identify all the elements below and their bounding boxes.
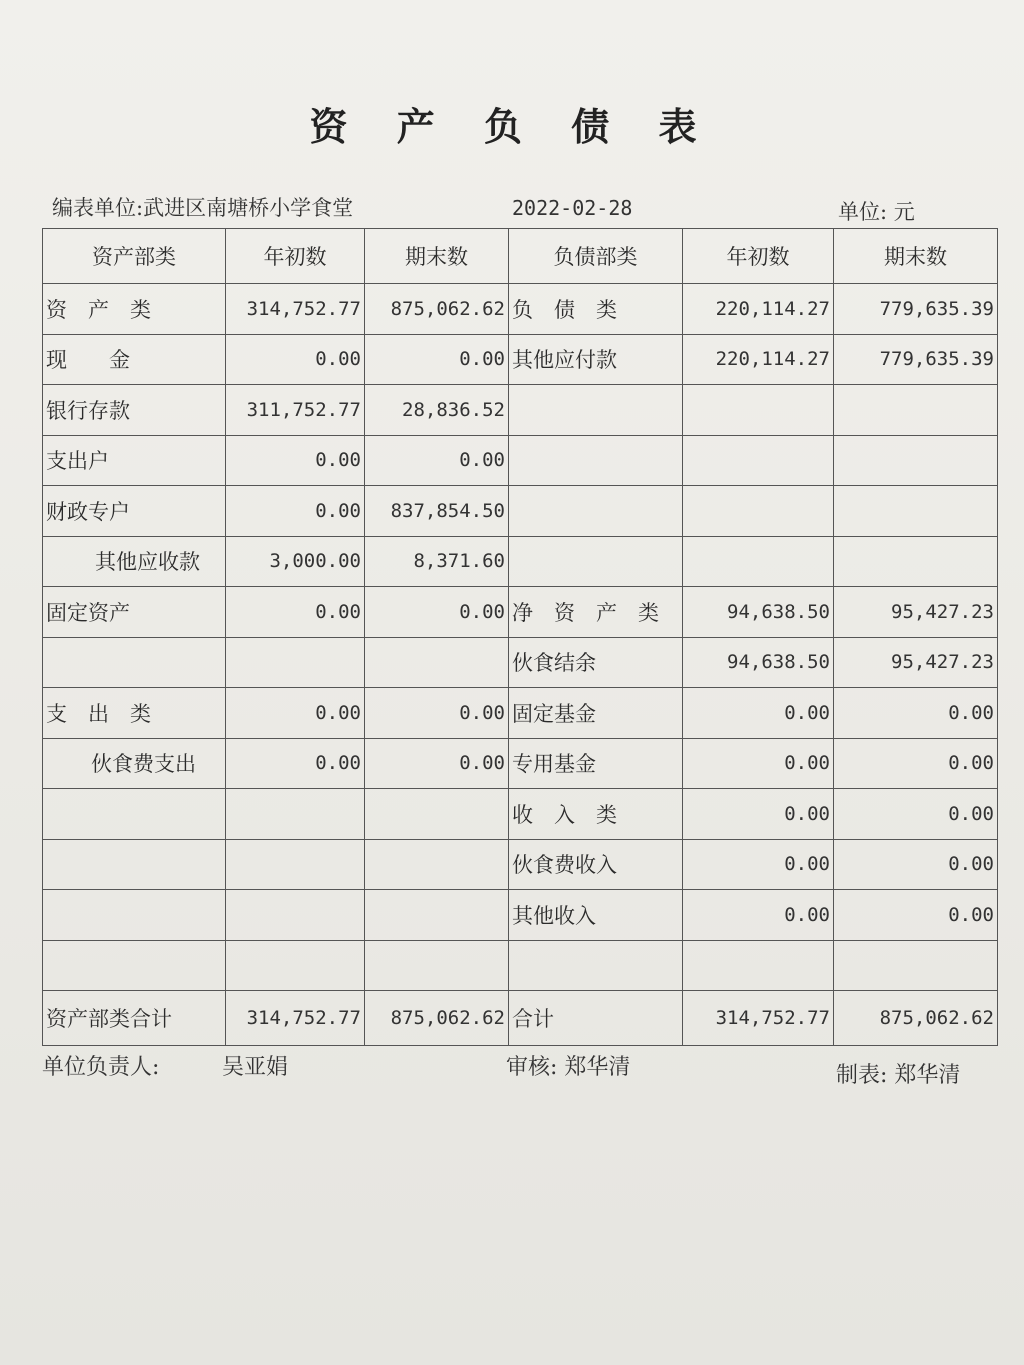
asset-opening: 0.00 <box>226 738 365 789</box>
asset-closing <box>365 637 509 688</box>
asset-total-label: 资产部类合计 <box>43 991 226 1046</box>
asset-closing: 0.00 <box>365 435 509 486</box>
asset-opening: 0.00 <box>226 334 365 385</box>
liability-category: 伙食费收入 <box>509 839 683 890</box>
liability-category: 其他应付款 <box>509 334 683 385</box>
asset-opening: 0.00 <box>226 486 365 537</box>
asset-closing <box>365 890 509 941</box>
table-row <box>43 435 998 486</box>
preparing-unit: 编表单位:武进区南塘桥小学食堂 <box>52 196 354 220</box>
asset-category: 银行存款 <box>43 385 226 436</box>
asset-opening <box>226 890 365 941</box>
asset-closing: 875,062.62 <box>365 284 509 335</box>
liability-opening: 220,114.27 <box>683 334 834 385</box>
liability-closing: 0.00 <box>834 789 998 840</box>
liability-closing <box>834 385 998 436</box>
asset-category <box>43 637 226 688</box>
asset-opening: 311,752.77 <box>226 385 365 436</box>
liability-category: 伙食结余 <box>509 637 683 688</box>
table-row <box>43 688 998 739</box>
liability-category <box>509 435 683 486</box>
table-row <box>43 284 998 335</box>
liability-category <box>509 536 683 587</box>
table-row <box>43 637 998 688</box>
liability-opening: 94,638.50 <box>683 637 834 688</box>
liability-opening <box>683 536 834 587</box>
liability-closing: 95,427.23 <box>834 637 998 688</box>
liability-closing: 779,635.39 <box>834 284 998 335</box>
column-header: 年初数 <box>683 229 834 284</box>
asset-opening <box>226 789 365 840</box>
asset-opening: 0.00 <box>226 435 365 486</box>
asset-opening <box>226 940 365 991</box>
table-row <box>43 839 998 890</box>
responsible-name: 吴亚娟 <box>222 1055 289 1080</box>
liability-closing <box>834 536 998 587</box>
asset-category <box>43 839 226 890</box>
liability-closing: 0.00 <box>834 688 998 739</box>
liability-category: 固定基金 <box>509 688 683 739</box>
liability-opening: 0.00 <box>683 839 834 890</box>
asset-opening: 0.00 <box>226 587 365 638</box>
liability-closing: 0.00 <box>834 839 998 890</box>
asset-closing: 0.00 <box>365 738 509 789</box>
asset-total-opening: 314,752.77 <box>226 991 365 1046</box>
asset-category: 支 出 类 <box>43 688 226 739</box>
asset-closing: 837,854.50 <box>365 486 509 537</box>
liability-closing: 95,427.23 <box>834 587 998 638</box>
asset-category: 财政专户 <box>43 486 226 537</box>
liability-category: 收 入 类 <box>509 789 683 840</box>
currency-unit: 单位: 元 <box>838 200 915 224</box>
asset-category: 现 金 <box>43 334 226 385</box>
asset-opening <box>226 839 365 890</box>
asset-category: 资 产 类 <box>43 284 226 335</box>
liability-opening <box>683 435 834 486</box>
table-row <box>43 385 998 436</box>
liability-opening: 0.00 <box>683 738 834 789</box>
balance-sheet-table <box>42 228 998 1046</box>
asset-category: 支出户 <box>43 435 226 486</box>
liability-category: 负 债 类 <box>509 284 683 335</box>
asset-category: 伙食费支出 <box>43 738 226 789</box>
liability-category: 净 资 产 类 <box>509 587 683 638</box>
table-row <box>43 789 998 840</box>
liability-opening: 0.00 <box>683 789 834 840</box>
asset-closing: 0.00 <box>365 688 509 739</box>
asset-opening <box>226 637 365 688</box>
table-row <box>43 334 998 385</box>
document-title: 资 产 负 债 表 <box>309 104 715 149</box>
asset-closing: 0.00 <box>365 334 509 385</box>
asset-opening: 3,000.00 <box>226 536 365 587</box>
table-row <box>43 587 998 638</box>
liability-total-label: 合计 <box>509 991 683 1046</box>
table-header-row <box>43 229 998 284</box>
asset-category: 固定资产 <box>43 587 226 638</box>
liability-closing: 779,635.39 <box>834 334 998 385</box>
asset-closing <box>365 789 509 840</box>
liability-total-opening: 314,752.77 <box>683 991 834 1046</box>
liability-opening <box>683 385 834 436</box>
asset-opening: 0.00 <box>226 688 365 739</box>
asset-total-closing: 875,062.62 <box>365 991 509 1046</box>
table-row <box>43 890 998 941</box>
liability-closing <box>834 486 998 537</box>
liability-opening: 220,114.27 <box>683 284 834 335</box>
liability-closing: 0.00 <box>834 738 998 789</box>
liability-closing <box>834 435 998 486</box>
liability-opening: 0.00 <box>683 688 834 739</box>
liability-category <box>509 486 683 537</box>
column-header: 年初数 <box>226 229 365 284</box>
preparer: 制表: 郑华清 <box>836 1063 961 1088</box>
asset-category <box>43 789 226 840</box>
table-row <box>43 738 998 789</box>
liability-opening <box>683 940 834 991</box>
total-row <box>43 991 998 1046</box>
liability-closing <box>834 940 998 991</box>
liability-opening: 0.00 <box>683 890 834 941</box>
responsible-label: 单位负责人: <box>42 1055 160 1080</box>
reviewer: 审核: 郑华清 <box>506 1055 631 1080</box>
liability-closing: 0.00 <box>834 890 998 941</box>
liability-opening: 94,638.50 <box>683 587 834 638</box>
asset-closing <box>365 839 509 890</box>
asset-closing: 28,836.52 <box>365 385 509 436</box>
asset-closing: 8,371.60 <box>365 536 509 587</box>
liability-category <box>509 385 683 436</box>
liability-opening <box>683 486 834 537</box>
liability-category <box>509 940 683 991</box>
liability-total-closing: 875,062.62 <box>834 991 998 1046</box>
table-row <box>43 486 998 537</box>
asset-category <box>43 890 226 941</box>
liability-category: 专用基金 <box>509 738 683 789</box>
asset-category <box>43 940 226 991</box>
asset-closing: 0.00 <box>365 587 509 638</box>
asset-category: 其他应收款 <box>43 536 226 587</box>
column-header: 期末数 <box>834 229 998 284</box>
report-date: 2022-02-28 <box>512 196 633 220</box>
column-header: 负债部类 <box>509 229 683 284</box>
liability-category: 其他收入 <box>509 890 683 941</box>
column-header: 资产部类 <box>43 229 226 284</box>
column-header: 期末数 <box>365 229 509 284</box>
asset-opening: 314,752.77 <box>226 284 365 335</box>
asset-closing <box>365 940 509 991</box>
table-row <box>43 536 998 587</box>
table-row <box>43 940 998 991</box>
